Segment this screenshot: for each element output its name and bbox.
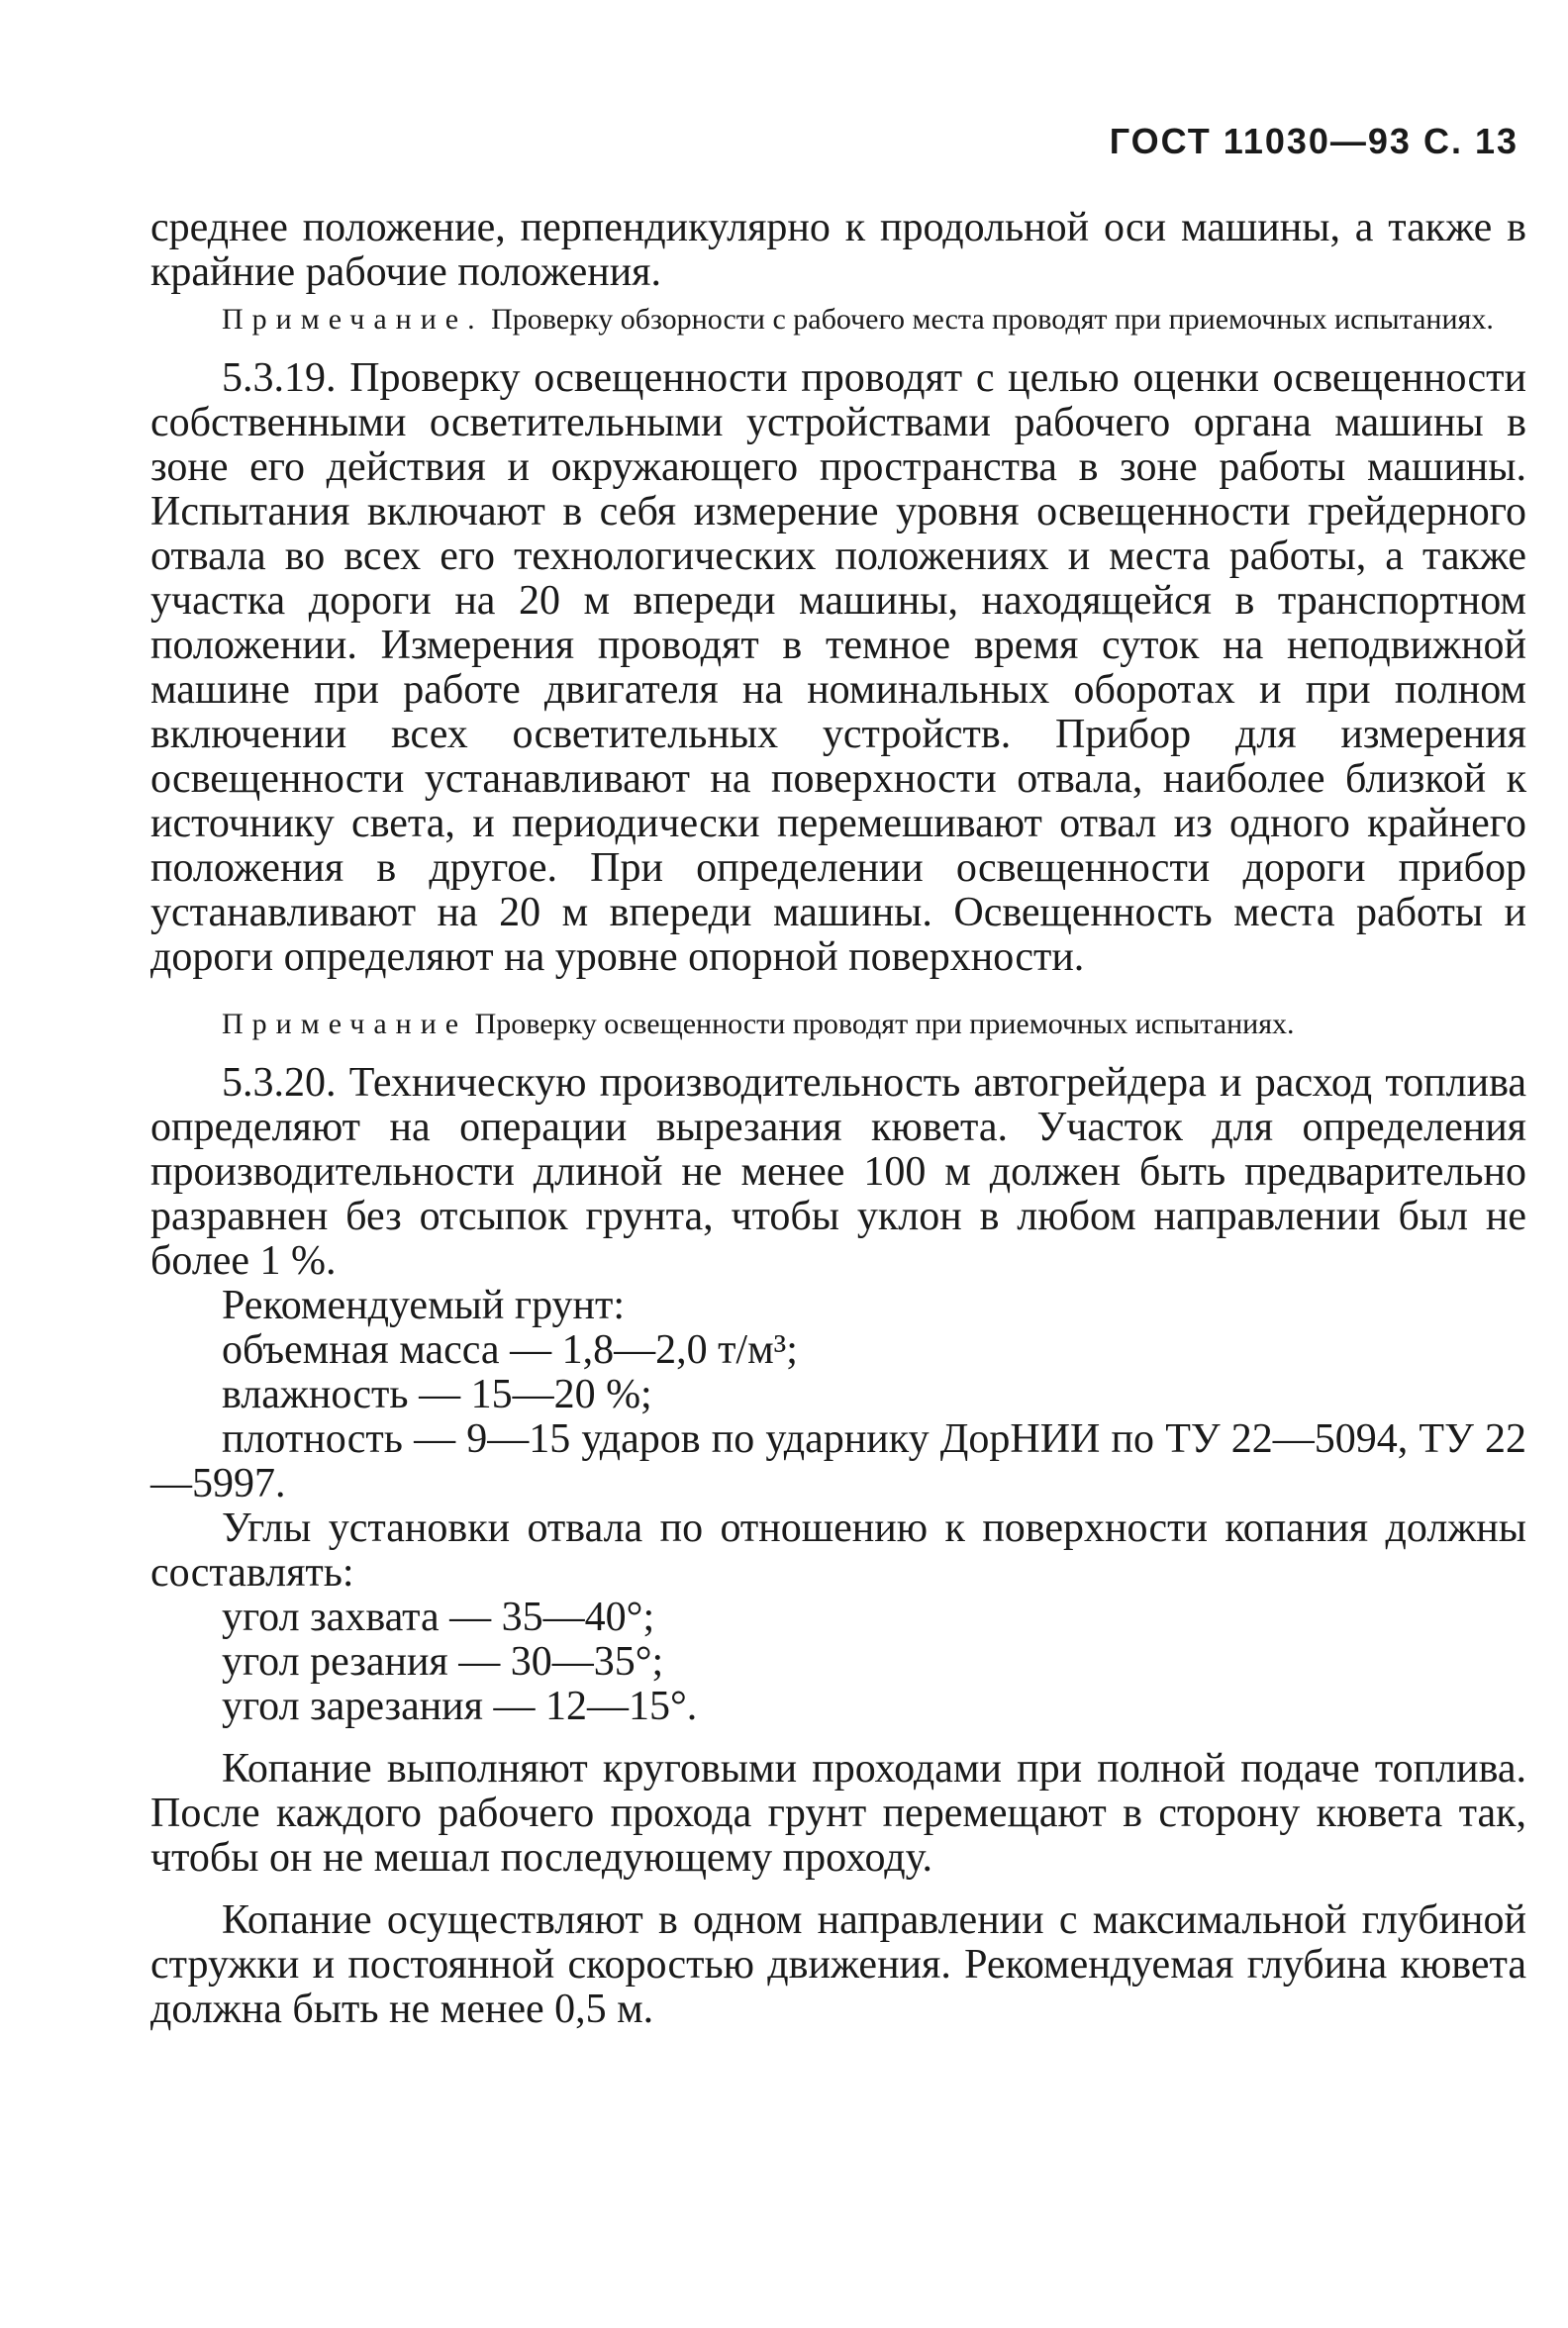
soil-density: плотность — 9—15 ударов по ударнику ДорНИИ по ТУ 22—5094, ТУ 22—5997. — [150, 1416, 1526, 1506]
note-illumination — [150, 1006, 1526, 1043]
angle-capture: угол захвата — 35—40°; — [222, 1595, 655, 1640]
soil-mass: объемная масса — 1,8—2,0 т/м³; — [222, 1327, 798, 1373]
paragraph-digging-passes: Копание выполняют круговыми проходами при полной подаче топлива. После каждого рабочего прохода грунт перемещают в сторону кювета так, чтобы он не мешал последующему проходу. — [150, 1746, 1526, 1881]
paragraph-5-3-19: 5.3.19. Проверку освещенности проводят с целью оценки освещенности собственными осветительными устройствами рабочего органа машины в зоне его действия и окружающего пространства в зоне работы машины. Испытания включают в себя измерение уровня освещенности грейдерного отвала во всех его технологических положениях и места работы, а также участка дороги на 20 м впереди машины, находящейся в транспортном положении. Измерения проводят в темное время суток на неподвижной машине при работе двигателя на номинальных оборотах и при полном включении всех осветительных устройств. Прибор для измерения освещенности устанавливают на поверхности отвала, наиболее близкой к источнику света, и периодически перемешивают отвал из одного крайнего положения в другое. При определении освещенности дороги прибор устанавливают на 20 м впереди машины. Освещенность места работы и дороги определяют на уровне опорной поверхности. — [150, 355, 1526, 980]
note-text: Проверку обзорности с рабочего места проводят при приемочных испытаниях. — [491, 303, 1494, 336]
paragraph-digging-direction: Копание осуществляют в одном направлении с максимальной глубиной стружки и постоянной скоростью движения. Рекомендуемая глубина кювета должна быть не менее 0,5 м. — [150, 1897, 1526, 2032]
note-label: Примечание — [222, 1008, 468, 1040]
note-label: Примечание. — [222, 303, 484, 336]
soil-moisture: влажность — 15—20 %; — [222, 1372, 652, 1417]
angle-cutting: угол резания — 30—35°; — [222, 1639, 664, 1685]
document-body — [150, 206, 1526, 2032]
angle-undercut: угол зарезания — 12—15°. — [222, 1684, 698, 1729]
soil-title: Рекомендуемый грунт: — [222, 1283, 626, 1328]
page-header: ГОСТ 11030—93 С. 13 — [1109, 121, 1519, 161]
angles-title: Углы установки отвала по отношению к поверхности копания должны составлять: — [150, 1505, 1526, 1596]
note-visibility — [150, 301, 1526, 339]
note-text: Проверку освещенности проводят при приемочных испытаниях. — [474, 1008, 1295, 1040]
paragraph-5-3-20: 5.3.20. Техническую производительность автогрейдера и расход топлива определяют на операции вырезания кювета. Участок для определения производительности длиной не менее 100 м должен быть предварительно разравнен без отсыпок грунта, чтобы уклон в любом направлении был не более 1 %. — [150, 1060, 1526, 1284]
paragraph-continuation: среднее положение, перпендикулярно к продольной оси машины, а также в крайние рабочие положения. — [150, 205, 1526, 295]
